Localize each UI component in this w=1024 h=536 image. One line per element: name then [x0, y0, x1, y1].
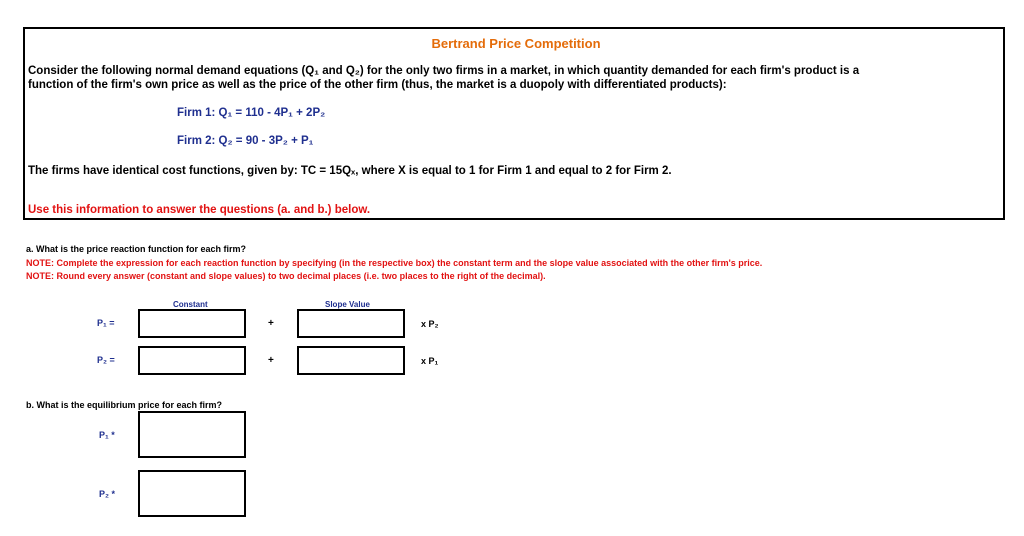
- question-b: b. What is the equilibrium price for each firm?: [26, 400, 223, 410]
- p1-equilibrium-label: P₁ *: [99, 430, 115, 440]
- problem-title: Bertrand Price Competition: [431, 36, 601, 51]
- p2-reaction-label: P₂ =: [97, 355, 115, 365]
- plus-sign: +: [268, 355, 274, 366]
- note-complete-expression: NOTE: Complete the expression for each reaction function by specifying (in the respective box) the constant term and the slope value associated with the other firm's price.: [26, 258, 763, 268]
- slope-column-header: Slope Value: [325, 300, 370, 309]
- use-info-instruction: Use this information to answer the questions (a. and b.) below.: [28, 204, 371, 216]
- constant-column-header: Constant: [173, 300, 208, 309]
- firm1-demand-equation: Firm 1: Q₁ = 110 - 4P₁ + 2P₂: [177, 107, 326, 119]
- p1-slope-input[interactable]: [297, 309, 405, 338]
- p1-equilibrium-input[interactable]: [138, 411, 246, 458]
- firm2-demand-equation: Firm 2: Q₂ = 90 - 3P₂ + P₁: [177, 135, 314, 147]
- intro-line-2: function of the firm's own price as well as the price of the other firm (thus, the market is a duopoly with differentiated products):: [28, 79, 727, 91]
- times-p1-label: x P₁: [421, 356, 439, 366]
- problem-statement-box: [23, 27, 1005, 220]
- p2-equilibrium-label: P₂ *: [99, 489, 116, 499]
- p2-constant-input[interactable]: [138, 346, 246, 375]
- plus-sign: +: [268, 318, 274, 329]
- times-p2-label: x P₂: [421, 319, 439, 329]
- p1-constant-input[interactable]: [138, 309, 246, 338]
- p1-reaction-label: P₁ =: [97, 318, 115, 328]
- question-a: a. What is the price reaction function for each firm?: [26, 244, 247, 254]
- note-rounding: NOTE: Round every answer (constant and slope values) to two decimal places (i.e. two places to the right of the decimal).: [26, 271, 546, 281]
- p2-equilibrium-input[interactable]: [138, 470, 246, 517]
- intro-line-1: Consider the following normal demand equations (Q₁ and Q₂) for the only two firms in a market, in which quantity demanded for each firm's product is a: [28, 65, 860, 77]
- p2-slope-input[interactable]: [297, 346, 405, 375]
- cost-function-text: The firms have identical cost functions, given by: TC = 15Qₓ, where X is equal to 1 for Firm 1 and equal to 2 for Firm 2.: [28, 165, 672, 177]
